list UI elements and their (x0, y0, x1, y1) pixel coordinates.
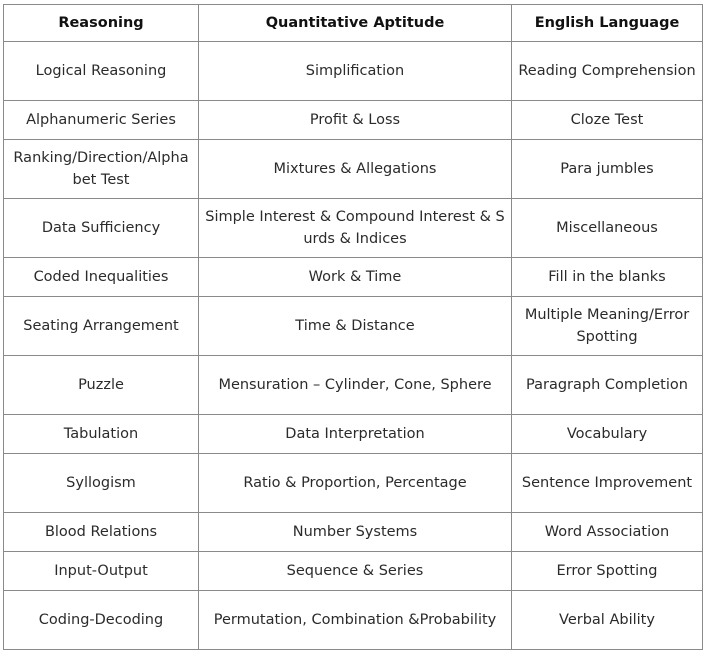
table-row (4, 297, 703, 356)
table-cell: Simplification (199, 42, 512, 101)
table-cell: Paragraph Completion (512, 356, 703, 415)
table-cell: Data Interpretation (199, 415, 512, 454)
table-cell: Blood Relations (4, 513, 199, 552)
table-cell: Fill in the blanks (512, 258, 703, 297)
table-cell: Cloze Test (512, 101, 703, 140)
table-row (4, 199, 703, 258)
table-cell: Puzzle (4, 356, 199, 415)
table-row (4, 140, 703, 199)
table-cell: Mixtures & Allegations (199, 140, 512, 199)
table-cell: Coded Inequalities (4, 258, 199, 297)
table-header-row (4, 5, 703, 42)
table-row (4, 258, 703, 297)
table-cell: Miscellaneous (512, 199, 703, 258)
table-cell: Vocabulary (512, 415, 703, 454)
header-quantitative-aptitude: Quantitative Aptitude (199, 5, 512, 42)
table-row (4, 513, 703, 552)
table-cell: Data Sufficiency (4, 199, 199, 258)
table-cell: Work & Time (199, 258, 512, 297)
table-cell: Logical Reasoning (4, 42, 199, 101)
table-cell: Sequence & Series (199, 552, 512, 591)
table-cell: Syllogism (4, 454, 199, 513)
table-cell: Ranking/Direction/Alphabet Test (4, 140, 199, 199)
table-cell: Para jumbles (512, 140, 703, 199)
table-cell: Permutation, Combination &Probability (199, 591, 512, 650)
syllabus-table-container (3, 4, 702, 650)
table-cell: Tabulation (4, 415, 199, 454)
table-cell: Alphanumeric Series (4, 101, 199, 140)
table-cell: Number Systems (199, 513, 512, 552)
table-row (4, 415, 703, 454)
table-row (4, 454, 703, 513)
table-cell: Simple Interest & Compound Interest & Surds & Indices (199, 199, 512, 258)
table-cell: Error Spotting (512, 552, 703, 591)
table-row (4, 591, 703, 650)
table-cell: Coding-Decoding (4, 591, 199, 650)
table-cell: Ratio & Proportion, Percentage (199, 454, 512, 513)
syllabus-table (3, 4, 703, 650)
header-english-language: English Language (512, 5, 703, 42)
table-cell: Verbal Ability (512, 591, 703, 650)
table-cell: Input-Output (4, 552, 199, 591)
table-row (4, 42, 703, 101)
table-cell: Profit & Loss (199, 101, 512, 140)
table-cell: Multiple Meaning/Error Spotting (512, 297, 703, 356)
table-row (4, 356, 703, 415)
table-cell: Reading Comprehension (512, 42, 703, 101)
header-reasoning: Reasoning (4, 5, 199, 42)
table-cell: Word Association (512, 513, 703, 552)
table-cell: Seating Arrangement (4, 297, 199, 356)
table-row (4, 552, 703, 591)
table-cell: Mensuration – Cylinder, Cone, Sphere (199, 356, 512, 415)
table-cell: Time & Distance (199, 297, 512, 356)
table-row (4, 101, 703, 140)
table-cell: Sentence Improvement (512, 454, 703, 513)
